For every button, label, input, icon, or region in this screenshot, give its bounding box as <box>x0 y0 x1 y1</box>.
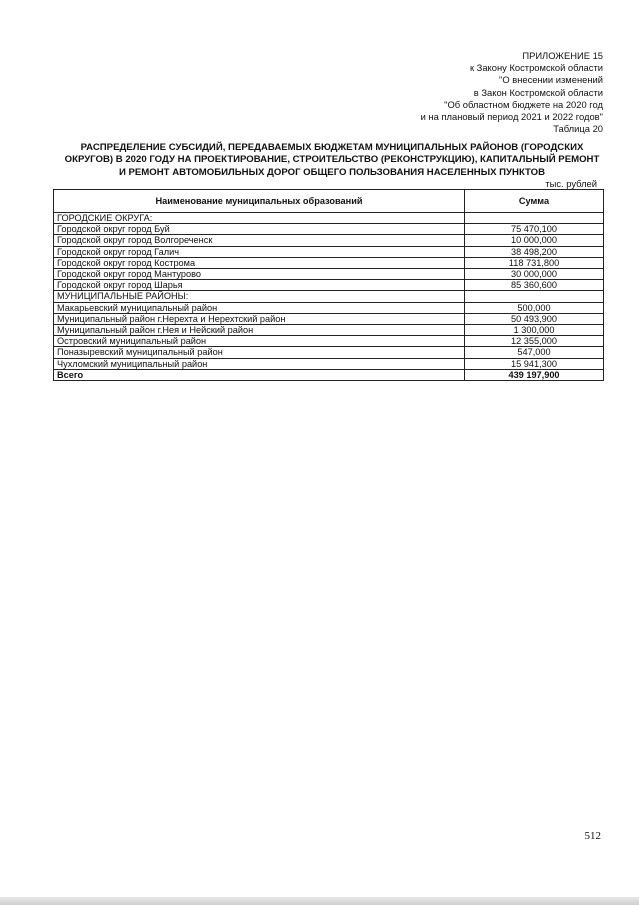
table-row <box>54 257 604 268</box>
row-sum: 10 000,000 <box>465 235 604 246</box>
row-sum: 12 355,000 <box>465 336 604 347</box>
row-sum: 500,000 <box>465 302 604 313</box>
column-header-name: Наименование муниципальных образований <box>54 190 465 213</box>
header-line: "Об областном бюджете на 2020 год <box>444 98 603 110</box>
row-sum: 30 000,000 <box>465 269 604 280</box>
appendix-header <box>421 50 603 135</box>
table-row-group <box>54 291 604 302</box>
row-name: Городской округ город Буй <box>54 224 465 235</box>
row-name: Чухломский муниципальный район <box>54 358 465 369</box>
row-name: Городской округ город Волгореченск <box>54 235 465 246</box>
row-name: Городской округ город Кострома <box>54 257 465 268</box>
table-row <box>54 358 604 369</box>
table-row <box>54 336 604 347</box>
table-row <box>54 347 604 358</box>
page-number: 512 <box>584 830 601 842</box>
row-sum: 85 360,600 <box>465 280 604 291</box>
scan-bottom-edge <box>0 897 639 905</box>
header-line: и на плановый период 2021 и 2022 годов" <box>420 111 603 123</box>
total-label: Всего <box>54 369 465 380</box>
row-name: МУНИЦИПАЛЬНЫЕ РАЙОНЫ: <box>54 291 465 302</box>
row-name: Муниципальный район г.Нея и Нейский район <box>54 325 465 336</box>
table-row <box>54 269 604 280</box>
row-name: ГОРОДСКИЕ ОКРУГА: <box>54 213 465 224</box>
row-sum: 50 493,900 <box>465 313 604 324</box>
table-row <box>54 224 604 235</box>
title-line: РАСПРЕДЕЛЕНИЕ СУБСИДИЙ, ПЕРЕДАВАЕМЫХ БЮДЖЕТАМ МУНИЦИПАЛЬНЫХ РАЙОНОВ (ГОРОДСКИХ <box>80 142 584 153</box>
header-line: в Закон Костромской области <box>473 86 603 98</box>
row-sum: 547,000 <box>465 347 604 358</box>
total-sum: 439 197,900 <box>465 369 604 380</box>
table-header-row <box>54 190 604 213</box>
row-sum: 118 731,800 <box>465 257 604 268</box>
row-name: Городской округ город Мантурово <box>54 269 465 280</box>
row-sum: 15 941,300 <box>465 358 604 369</box>
header-line: "О внесении изменений <box>499 74 603 86</box>
row-name: Городской округ город Шарья <box>54 280 465 291</box>
title-line: И РЕМОНТ АВТОМОБИЛЬНЫХ ДОРОГ ОБЩЕГО ПОЛЬЗОВАНИЯ НАСЕЛЕННЫХ ПУНКТОВ <box>118 166 546 178</box>
table-row <box>54 313 604 324</box>
row-sum: 75 470,100 <box>465 224 604 235</box>
row-sum <box>465 213 604 224</box>
table-row-group <box>54 213 604 224</box>
row-name: Городской округ город Галич <box>54 246 465 257</box>
subsidy-table <box>53 189 604 381</box>
column-header-sum: Сумма <box>465 190 604 213</box>
row-sum <box>465 291 604 302</box>
row-name: Поназыревский муниципальный район <box>54 347 465 358</box>
document-title <box>58 142 606 179</box>
table-row <box>54 246 604 257</box>
table-row-total <box>54 369 604 380</box>
table-row <box>54 280 604 291</box>
table-row <box>54 235 604 246</box>
header-line: ПРИЛОЖЕНИЕ 15 <box>522 50 603 61</box>
row-sum: 38 498,200 <box>465 246 604 257</box>
table-row <box>54 325 604 336</box>
header-line: к Закону Костромской области <box>469 62 603 74</box>
row-sum: 1 300,000 <box>465 325 604 336</box>
row-name: Макарьевский муниципальный район <box>54 302 465 313</box>
table-number: Таблица 20 <box>553 123 603 135</box>
row-name: Муниципальный район г.Нерехта и Нерехтский район <box>54 313 465 324</box>
units-label: тыс. рублей <box>545 178 597 189</box>
row-name: Островский муниципальный район <box>54 336 465 347</box>
title-line: ОКРУГОВ) В 2020 ГОДУ НА ПРОЕКТИРОВАНИЕ, СТРОИТЕЛЬСТВО (РЕКОНСТРУКЦИЮ), КАПИТАЛЬНЫЙ РЕМОНТ <box>64 154 600 166</box>
table-row <box>54 302 604 313</box>
